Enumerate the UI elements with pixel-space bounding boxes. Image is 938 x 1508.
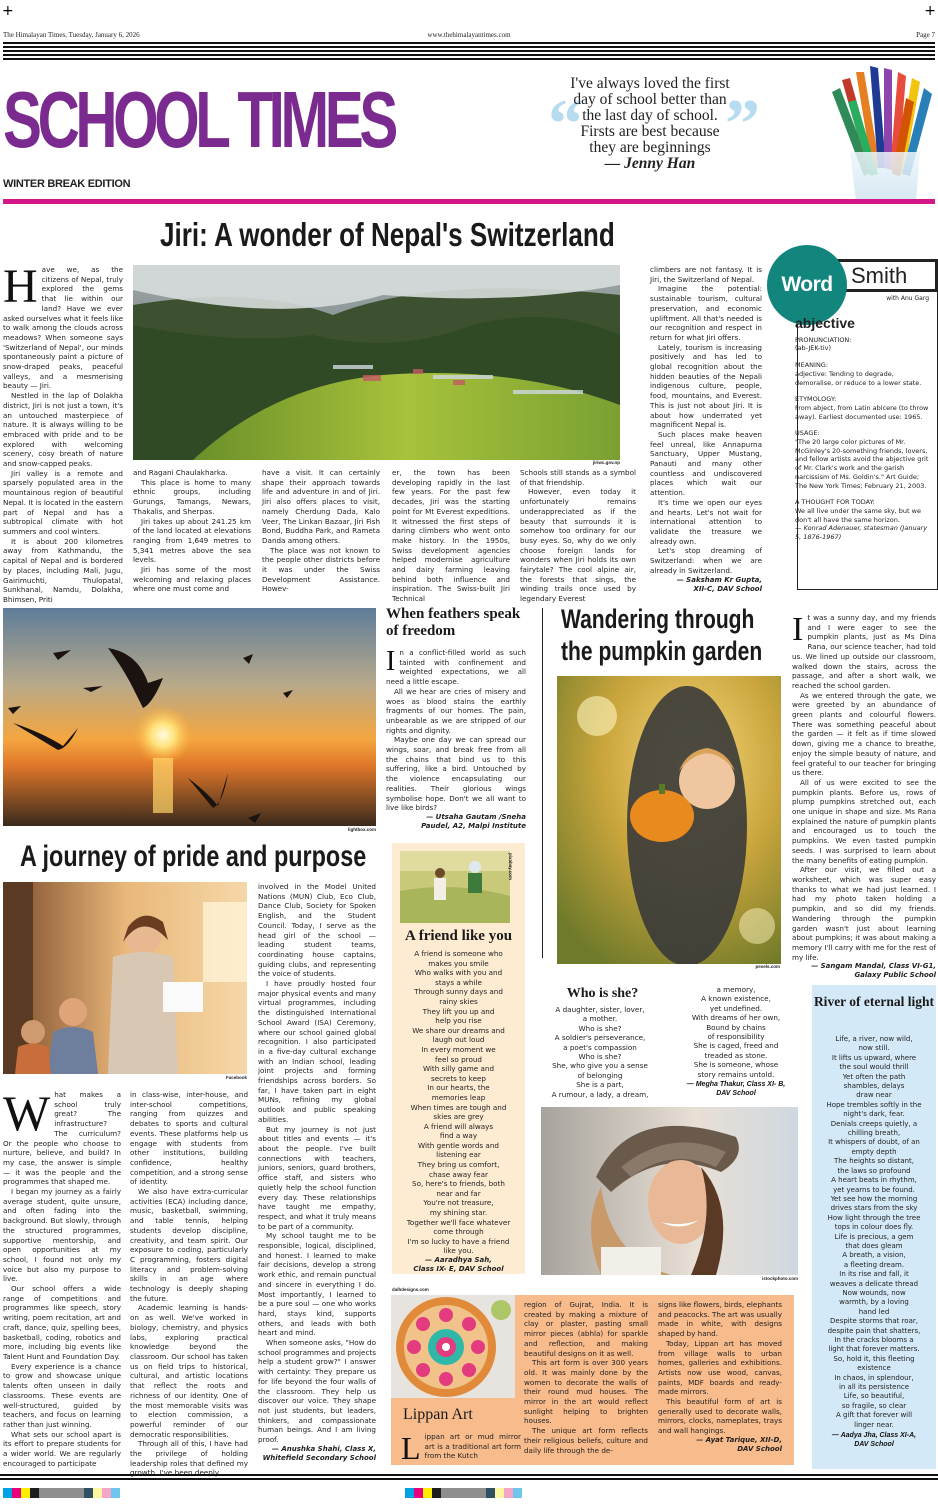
poem-line: In every moment we [421,1044,496,1054]
open-quote-icon: “ [548,86,583,163]
author-name: — Utsaha Gautam /Sneha [426,812,526,821]
poem-line: A friend will always [423,1121,494,1131]
close-quote-icon: ” [725,86,760,163]
headline-line: Wandering through [561,604,755,634]
paragraph: Schools still stands as a symbol of that friendship. [520,468,636,487]
poem-line: treaded as stone. [704,1050,768,1060]
color-swatch [84,1488,93,1498]
edition-label: WINTER BREAK EDITION [3,178,131,190]
lippan-art-photo [391,1295,515,1398]
crop-mark-right: + [924,3,936,19]
folio-date: The Himalayan Times, Tuesday, January 6, 2026 [3,31,140,39]
paragraph: Nestled in the lap of Dolakha district, Jiri is not just a town, it's an untouched masterpiece of nature. It is always willing to be embraced with pride and to be explored with welcoming scenery, cosy breath of nature and snow-capped peaks. [3,391,123,469]
poem-line: help you rise [435,1016,482,1026]
poem-line: a poet's compassion [563,1042,637,1052]
poem-line: existence [857,1364,891,1373]
headline-line: the pumpkin garden [561,636,763,666]
quote-line: I've always loved the first [570,75,730,92]
poem-line: Life, a river, now wild, [835,1035,913,1043]
paragraph: I began my journey as a fairly average student, quite unsure, and often fading into the background. But slowly, through the structured programmes, supportive mentorship, and open opportunities at my school, I found not only my voice but also my purpose to live. [3,1187,121,1284]
paragraph: climbers are not fantasy. It is Jiri, the Switzerland of Nepal. [650,265,762,284]
poem-line: chilling breath, [847,1129,901,1138]
paragraph: It's time we open our eyes and hearts. Let's not wait for international attention to validate the treasure we already own. [650,497,762,546]
paragraph: What sets our school apart is its effort to prepare students for a wider world. We are regularly encouraged to participate [3,1429,121,1468]
poem-line: despite pain that shatters, [827,1326,921,1335]
paragraph: ave we, as the citizens of Nepal, truly explored the gems that lie within our land? Have we ever asked ourselves what it feels like to walk among the clouds across meadows? When someone says 'Switzerland of Nepal', our minds spontaneously paint a picture of snow-draped peaks, peaceful valleys, and a mesmerising beauty — Jiri. [3,265,123,391]
paragraph: Lately, tourism is increasing positively and has led to global recognition about the hidden beauties of the Nepali indigenous culture, people, food, mountains, and Everest. This is just not about Jiri. It is about how underrated yet magnificent Nepal is. [650,342,762,430]
paragraph: Academic learning is hands-on as well. We've worked in biology, chemistry, and physics labs, exploring practical knowledge beyond the classroom. Our school has taken us on field trips to historical, cultural, and artistic locations that reflect the roots and richness of our identity. One of the most memorable visits was to election commission, a powerful reminder of our democratic responsibilities. [130,1303,248,1439]
paragraph: Jiri valley is a remote and sparsely populated area in the mountainous region of beautiful Nepal. It is located in the eastern part of Nepal and has a subtropical climate with hot summers and cool winters. [3,468,123,536]
poem-line: feel so proud [435,1054,482,1064]
poem-line: You're not treasure, [423,1198,494,1208]
poem-line: my shining star. [429,1208,488,1218]
poem-line: a memory, [716,985,756,994]
color-swatch [477,1488,486,1498]
poem-line: Together we'll face whatever [406,1217,511,1227]
poem-line: A heart beats in rhythm, [831,1176,917,1185]
poem-line: linger near. [854,1420,894,1429]
author-name: — Ayat Tarique, XII-D, [696,1435,782,1444]
header-quote [550,76,750,172]
color-swatch [21,1488,30,1498]
color-swatch [57,1488,66,1498]
poem-line: It whispers of doubt, of an [828,1138,920,1147]
poem-line: a mother. [582,1014,618,1024]
feathers-body [386,648,526,831]
poem-line: Yet see how the morning [830,1194,918,1203]
color-registration-bar [3,1488,120,1498]
poem-line: story remains untold. [697,1069,775,1079]
color-swatch [93,1488,102,1498]
label: PRONUNCIATION: [795,335,852,344]
paragraph: t was a sunny day, and my friends and I were eager to see the pumpkin plants, just as Ms Dina Rana, our science teacher, had told us. We lined up outside our classroom, walked down the stairs, across the passage, and after a short walk, we reached the school garden. [792,613,936,690]
paragraph: The unique art form reflects their religious beliefs, culture and daily life through the de- [524,1426,648,1455]
poem-line: hand led [858,1307,890,1316]
color-swatch [48,1488,57,1498]
jiri-valley-photo [133,265,620,460]
poem-line: Life, so beautiful, [843,1392,905,1401]
color-swatch [111,1488,120,1498]
poem-line: tops in colour does fly. [834,1223,914,1232]
friend-poem-box [392,843,525,1274]
poem-line: A friend is someone who [414,949,503,958]
poem-line: like you. [443,1246,474,1256]
poem-line: In our hearts, the [427,1083,490,1093]
classroom-photo-credit: Facebook [225,1075,247,1080]
header-accent-bar [3,199,935,204]
jiri-col-5 [520,468,636,604]
birds-photo-credit: lightbox.com [348,827,376,832]
poem-line: so fragile, so clear [841,1401,907,1410]
author-school: XII-C, DAV School [693,584,762,593]
poem-line: She, who give you a sense [552,1061,648,1071]
lippan-dropcap: L [401,1430,421,1466]
color-swatch [39,1488,48,1498]
paragraph: After our visit, we filled out a worksheet, which was super easy thanks to what we had just learned. I had my photo taken holding a pumpkin, and so did my friends. Wandering through the pumpkin garden wasn't just about learning about pumpkins; it was about making a memory I'll carry with me for the rest of my life. [792,865,936,962]
whoisshe-title: Who is she? [566,986,639,1001]
journey-col-3 [258,882,376,1463]
color-swatch [405,1488,414,1498]
lippan-title: Lippan Art [403,1406,473,1423]
poem-line: They lift you up and [422,1006,495,1016]
quote-line: the last day of school. [582,107,718,124]
poem-line: Life is precious, a gem [834,1232,914,1241]
pumpkin-body [792,613,936,980]
poem-line: memories leap [431,1092,486,1102]
color-swatch [495,1488,504,1498]
author-name: — Anushka Shahi, Class X, [271,1444,376,1453]
jiri-dropcap: H [3,260,38,313]
poem-line: night's dark, fear. [843,1110,905,1119]
poem-line: draw near [856,1091,892,1100]
poem-line: the soul would thrill [839,1063,909,1072]
river-signature [812,1431,936,1449]
poem-line: listening ear [436,1150,481,1160]
poem-line: A known existence, [701,994,771,1004]
column-divider [542,608,543,958]
pumpkin-photo-credit: pexels.com [755,964,780,969]
pumpkin-signature [792,962,936,980]
paragraph: ippan art or mud mirror art is a traditional art form from the Kutch [424,1432,521,1461]
poem-line: near and far [436,1188,481,1198]
quote-line: they are beginnings [589,139,711,156]
river-poem-title: River of eternal light [813,994,935,1009]
poem-line: makes you smile [428,958,489,968]
wordsmith-box [767,245,938,590]
paragraph: Our school offers a wide range of competitions and programmes like speech, story writing, poem recitation, art and craft, dance, quiz, spelling bees, basketball, coding, robotics and more, including big events like Talent Hunt and Foundation Day. [3,1284,121,1361]
color-swatch [3,1488,12,1498]
poem-line: drives stars from the sky [830,1204,918,1213]
poem-line: secrets to keep [431,1073,486,1083]
crop-mark-left: + [2,3,14,19]
poem-line: The heights so distant, [833,1157,915,1166]
paragraph: The place was not known to the people other districts before it was under the Swiss Development Assistance. Howev- [262,545,380,594]
folio-url[interactable]: www.thehimalayantimes.com [427,31,511,39]
poem-line: Denials creeps quietly, a [830,1119,918,1128]
color-swatch [12,1488,21,1498]
poem-line: light that forever matters. [828,1345,920,1354]
poem-line: A breath, a vision, [842,1251,906,1260]
wordsmith-content [795,295,929,542]
journey-signature [258,1445,376,1463]
poem-line: now still. [858,1044,890,1053]
paragraph: I have proudly hosted four major physical events and many virtual programmes, including the distinguished International School Award (ISA) Ceremony, where our school gained global recognition. I also participated in a five-day cultural exchange with an Indian school, leading joint projects and forming friendships across borders. So far, I have taken part in eight MUNs, refining my global outlook and public speaking abilities. [258,979,376,1124]
paragraph: All of us were excited to see the pumpkin plants. Before us, rows of plump pumpkins stretched out, each one unique in shape and size. Ms Rana explained the nature of pumpkin plants and encouraged us to touch the pumpkins. We even tasted pumpkin seeds. I was surprised to learn about the many benefits of eating pumpkin. [792,777,936,865]
paragraph: We also have extra-curricular activities (ECA) including dance, music, basketball, swimming, and table tennis, helping students develop discipline, creativity, and team spirit. Our exposure to coding, particularly C programming, fosters digital literacy and problem-solving skills in an age where technology is deeply shaping the future. [130,1187,248,1303]
paragraph: involved in the Model United Nations (MUN) Club, Eco Club, Dance Club, Society for Spoken English, and the Student Council. Today, I serve as the head girl of the school — leading student teams, coordinating house captains, guiding clubs, and representing the voice of students. [258,882,376,979]
poem-line: yet undefined. [709,1003,763,1013]
journey-dropcap: W [3,1085,51,1141]
jiri-signature [650,576,762,594]
poem-line: the laws so profound [837,1166,911,1175]
poem-line: chase away fear [429,1169,488,1179]
classroom-photo [3,882,247,1074]
lippan-col-1 [401,1430,521,1466]
poem-line: warmth, by a loving [839,1298,909,1307]
friend-poem-title: A friend like you [404,928,513,944]
label: A THOUGHT FOR TODAY: [795,498,875,507]
author-school: Galaxy Public School [854,971,936,980]
paragraph: However, even today it unfortunately remains underappreciated as if the beauty that surrounds it is somehow too ordinary for our busy eyes. So, why do we only choose foreign lands for wonders when Jiri holds its own fairytale? The cool alpine air, the forests that sings, the winding trails once used by legendary Everest [520,487,636,604]
author-name: — Megha Thakur, Class XI- B, [686,1081,786,1088]
poem-line: Yet often the path [842,1072,906,1081]
wordsmith-logo-circle: Word [767,245,847,325]
poem-line: In chaos, in splendour, [834,1373,914,1382]
lippan-photo-credit: dalhdesigns.com [392,1287,429,1292]
poem-line: A soldier's perseverance, [554,1033,646,1043]
poem-line: a fleeting dream. [843,1260,905,1269]
paragraph: in class-wise, inter-house, and inter-school competitions, ranging from quizzes and debates to sports and cultural events. These platforms help us engage with students from other institutions, building confidence, healthy competition, and a strong sense of identity. [130,1090,248,1187]
meaning: adjective: Tending to degrade, demoralise, or reduce to a lower state. [795,369,922,387]
poem-line: In its rise and fall, it [839,1270,909,1279]
word-of-day: abjective [795,314,855,331]
paragraph: It is about 200 kilometres away from Kathmandu, the capital of Nepal and is bordered by places, including Mali, Jugu, Gairimuchti, Thulopatal, Sunkhanal, Namdu, Dolakha, Bhimsen, Priti [3,536,123,604]
poem-line: I'm so lucky to have a friend [407,1236,510,1246]
woman-hat-photo [541,1107,798,1275]
color-swatch [459,1488,468,1498]
poem-line: Who is she? [578,1023,622,1033]
quote-author: — Jenny Han [604,155,696,172]
jiri-col-1 [3,260,123,605]
feathers-dropcap: I [386,646,396,677]
jiri-col-2 [133,468,251,594]
paragraph: Every experience is a chance to grow and showcase unique talents often unseen in daily classrooms. These events are well-structured, guided by teachers, and focus on learning rather than just winning. [3,1361,121,1429]
color-swatch [102,1488,111,1498]
color-swatch [66,1488,75,1498]
paragraph: region of Gujrat, India. It is created by making a mixture of clay or plaster, pasting small mirror pieces (abhla) for sparkle and reflection, and making beautiful designs on it as well. [524,1300,648,1358]
poem-line: in all its persistence [838,1383,910,1392]
masthead-title: SCHOOL TIMES [3,75,394,164]
lippan-col-2 [524,1300,648,1455]
woman-photo-credit: istockphoto.com [761,1276,798,1281]
birds-sunset-photo [3,608,376,826]
paragraph: hat makes a school truly great? The infrastructure? The curriculum? Or the people who choose to nurture, believe, and build? In my case, the answer is simple — it was the people and the programmes that shaped me. [3,1090,121,1187]
journey-col-2 [130,1090,248,1478]
poem-line: With gentle words and [418,1140,499,1150]
jiri-photo-credit: jiriwc.gov.np [592,460,620,465]
color-swatch [75,1488,84,1498]
color-swatch [30,1488,39,1498]
poem-line: In the cracks blooms a [834,1336,914,1344]
poem-line: With dreams of her own, [691,1013,781,1023]
boy-pumpkin-photo [557,676,781,964]
poem-line: Hope trembles softly in the [826,1100,922,1109]
paragraph: signs like flowers, birds, elephants and peacocks. The art was usually made in white, with designs shaped by hand. [658,1300,782,1339]
author-school: DAV School [737,1444,782,1453]
poem-line: Who walks with you and [414,968,503,978]
poem-line: skies are grey [433,1112,484,1122]
whoisshe-signature [672,1080,800,1098]
friend-signature-line: — Aaradhya Sah, [425,1256,492,1264]
poem-line: When times are tough and [410,1102,507,1112]
paragraph: Imagine the potential: sustainable tourism, cultural preservation, and economic upliftment. All that's needed is our recognition and respect in return for what Jiri offers. [650,284,762,342]
poem-line: A daughter, sister, lover, [555,1005,645,1014]
lippan-col-3 [658,1300,782,1454]
poem-line: empty depth [851,1147,897,1156]
poem-line: She is someone, whose [693,1060,779,1070]
poem-line: We share our dreams and [412,1025,505,1035]
etymology: From abject, from Latin abicere (to throw away). Earliest documented use: 1965. [795,403,929,421]
paragraph: Jiri takes up about 241.25 km of the land located at elevations ranging from 1,649 metres to 5,341 metres above the sea levels. [133,516,251,565]
footer-rules [0,1474,938,1480]
paragraph: er, the town has been developing rapidly in the last few years. For the past few decades, Jiri was the starting point for Mt Everest expeditions. It witnessed the first steps of daring climbers who went onto make history. In the 1950s, Swiss development agencies helped modernise agriculture and dairy farming leaving behind both influence and inspiration. The Swiss-built Jiri Technical [392,468,510,604]
jiri-col-6 [650,265,762,594]
friend-photo-credit: pixabay.com [508,853,513,880]
wordsmith-logo-text: Smith [851,263,908,288]
color-swatch [468,1488,477,1498]
color-swatch [504,1488,513,1498]
poem-line: A rumour, a lady, a dream, [551,1089,649,1099]
poem-line: rainy skies [439,996,478,1006]
whoisshe-col-2 [672,985,800,1079]
color-registration-bar [405,1488,522,1498]
poem-line: stays a while [435,977,482,987]
friend-signature-line: Class IX- E, DAV School [413,1265,504,1273]
paragraph: Maybe one day we can spread our wings, soar, and break free from all the chains that bind us to this suffering, like a bird. Untouched by the violence encapsulating our realities. Their glorious wings symbolise hope. Don't we all want to live like birds? [386,735,526,813]
paragraph: and Ragani Chaulakharka. [133,468,228,477]
jiri-col-3 [262,468,380,594]
paragraph: Jiri has some of the most welcoming and relaxing places where one must come and [133,565,251,594]
poem-line: laugh out loud [432,1035,485,1045]
poem-line: So, hold it, this fleeting [833,1354,915,1363]
author-school: DAV School [854,1441,894,1448]
label: MEANING: [795,361,829,370]
feathers-signature [386,813,526,831]
folio-line [3,28,935,42]
jiri-headline: Jiri: A wonder of Nepal's Switzerland [160,216,615,253]
label: ETYMOLOGY: [795,395,837,404]
paragraph: Today, Lippan art has moved from village walls to urban homes, galleries and exhibitions. Artists now use wood, canvas, paints, MDF boards and ready-made mirrors. [658,1338,782,1397]
paragraph: All we hear are cries of misery and woes as blood stains the earthly fragments of our homes. The pain, unbearable as we are stripped of our rights and dignity. [386,686,526,735]
color-swatch [414,1488,423,1498]
color-swatch [450,1488,459,1498]
poem-line: With silly game and [422,1064,495,1074]
pumpkin-headline [561,603,762,667]
poem-line: come through [433,1227,484,1237]
poem-line: shambles, delays [843,1082,905,1091]
poem-line: Despite storms that roar, [830,1317,918,1326]
pronunciation: (ab-JEK-tiv) [795,344,832,353]
paragraph: This place is home to many ethnic groups, including Gurungs, Tamangs, Newars, Thakalis, and Sherpas. [133,477,251,516]
paragraph: As we entered through the gate, we were greeted by an abundance of green plants and colourful flowers. There was something peaceful about the garden — it felt as if time slowed down, giving me a chance to breathe, enjoy the simple beauty of nature, and feel grateful to our teacher for bringing us there. [792,690,936,778]
color-swatch [423,1488,432,1498]
jiri-col-4 [392,468,510,604]
whoisshe-col-1 [540,1005,660,1099]
folio-page: Page 7 [916,31,935,39]
feathers-headline: When feathers speak of freedom [386,606,521,639]
header-rules [3,42,935,62]
paragraph: n a conflict-filled world as such tainted with confinement and weighted expectations, we all need a little escape. [386,648,526,687]
poem-line: Now wounds, now [842,1288,906,1297]
thought: We all live under the same sky, but we don't all have the same horizon. [795,506,921,524]
author-school: Paudel, A2, Malpi Institute [421,821,526,830]
author-name: — Sangam Mandal, Class VI-G1, [811,962,936,971]
poem-line: A gift that forever will [835,1411,913,1420]
paragraph: Through all of this, I have had the privilege of holding leadership roles that defined my growth. I've been deeply [130,1439,248,1478]
journey-headline: A journey of pride and purpose [20,840,367,873]
paragraph: But my journey is not just about titles and events — it's about the people. I've built connections with teachers, juniors, seniors, guard brothers, office staff, and sisters who quietly help the school function every day. These relationships have taught me empathy, respect, and what it truly means to be part of a community. [258,1124,376,1231]
poem-line: that does gleam [845,1241,903,1250]
pumpkin-dropcap: I [792,611,804,648]
poem-line: yet yearns to be found. [833,1185,915,1194]
author-school: DAV School [716,1090,756,1097]
poem-line: weaves a delicate thread [829,1279,919,1288]
journey-col-1 [3,1085,121,1468]
color-swatch [513,1488,522,1498]
poem-line: It lifts us upward, where [831,1053,917,1062]
author-school: Whitefield Secondary School [262,1453,376,1462]
color-swatch [432,1488,441,1498]
poem-line: How light through the tree [827,1213,921,1222]
friend-poem-lines [395,949,522,1274]
wordsmith-byline: with Anu Garg [886,295,929,302]
poem-line: find a way [439,1131,478,1141]
quote-line: day of school better than [573,91,727,108]
color-swatch [441,1488,450,1498]
poem-line: Bound by chains [706,1022,766,1032]
paragraph: Let's stop dreaming of Switzerland: when we are already in Switzerland. [650,546,762,575]
color-swatch [486,1488,495,1498]
river-poem-lines [814,1035,934,1430]
label: USAGE: [795,429,820,438]
colored-pencils-icon [820,62,938,202]
paragraph: My school taught me to be responsible, logical, disciplined, and honest. I learned to make fair decisions, develop a strong work ethic, and remain punctual and sincere in everything I do. Most importantly, I learned to be a pure soul — one who works hard, stays kind, supports others, and leads with both heart and mind. [258,1231,376,1338]
poem-line: Through sunny days and [414,987,503,997]
poem-line: Who is she? [578,1052,622,1062]
author-name: — Saksham Kr Gupta, [676,575,762,584]
poem-line: of responsibility [707,1032,765,1042]
poem-line: She is a part, [576,1080,624,1090]
lippan-signature [658,1436,782,1454]
paragraph: have a visit. It can certainly shape their approach towards life and adventure in and of Jiri. Jiri also offers places to visit, namely Cherdung Dada, Kalo Veer, The Linkan Bazaar, Jiri Fish Bond, Buddha Park, and Rameta Danda among others. [262,468,380,545]
poem-line: So, here's to friends, both [412,1179,505,1189]
quote-line: Firsts are best because [580,123,720,140]
usage: "The 20 large color pictures of Mr. McGinley's 20-something friends, lovers, and fellow artists avoid the abjective grit of Mr. Clark's work and the garish narcissism of Ms. Goldin's." Art Guide; The New York Times; February 21, 2003. [795,438,929,490]
paragraph: When someone asks, "How do school programmes and projects help a student grow?" I answer with certainty: They prepare us for life beyond the four walls of the classroom. They help us discover our voice. They shape not just students, but leaders, thinkers, and compassionate human beings. And I am living proof. [258,1338,376,1445]
paragraph: Such places make heaven feel unreal, like Annapurna Sanctuary, Upper Mustang, Panauti and many other countless and undiscovered places which wait our attention. [650,429,762,498]
author-name: — Aadya Jha, Class XI-A, [831,1432,917,1439]
poem-line: of belonging [577,1070,623,1080]
poem-line: They bring us comfort, [417,1160,500,1170]
paragraph: This beautiful form of art is generally used to decorate walls, mirrors, clocks, nameplates, trays and wall hangings. [658,1397,782,1436]
poem-line: She is caged, freed and [693,1041,779,1051]
river-poem-box [812,985,936,1469]
paragraph: This art form is over 300 years old. It was mainly done by the women to decorate the walls of their round mud houses. The mirror in the art would reflect sunlight helping to brighten houses. [524,1358,648,1426]
children-field-photo [400,851,510,923]
thought-author: — Konrad Adenauer, statesman (January 5, 1876-1967) [795,524,928,542]
